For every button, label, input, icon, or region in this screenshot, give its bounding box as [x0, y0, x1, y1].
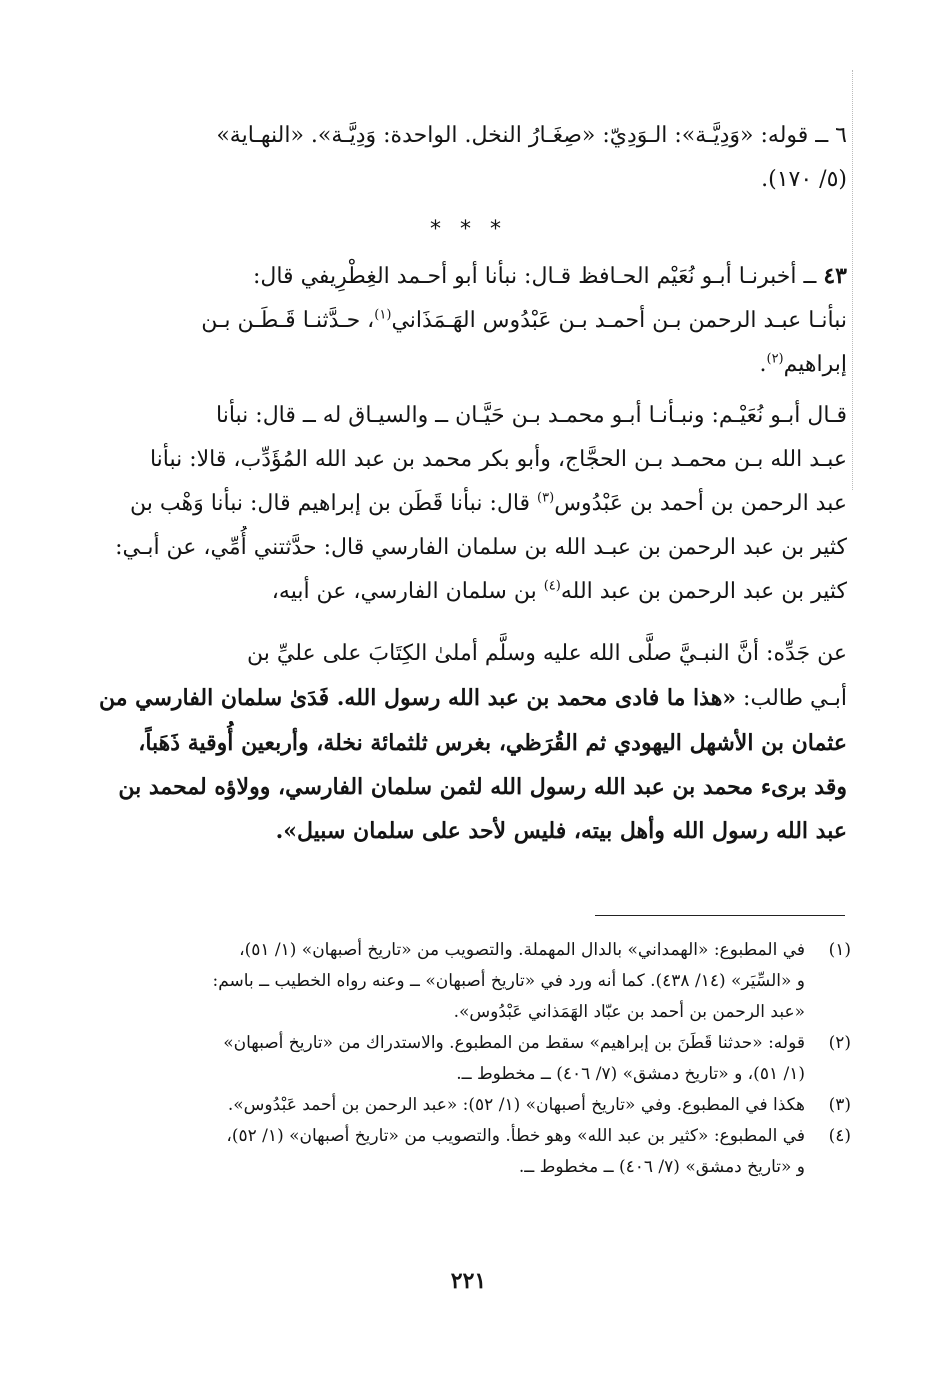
- isnad-2-line-4: كثير بن عبد الرحمن بن عبـد الله بن سلمان الفارسي قال: حدَّثتني أُمِّي، عن أبـي:: [115, 535, 847, 560]
- matn-line-1: عن جَدِّه: أنَّ النبـيَّ صلَّى الله عليه وسلَّم أملىٰ الكِتَابَ على عليِّ بن: [247, 641, 847, 666]
- footnote-3: [98, 1090, 851, 1121]
- isnad-2-line-5: [98, 570, 847, 614]
- isnad-1-line-2-text: نبأنـا عبـد الرحمن بـن أحمـد بـن عَبْدُوس الهَـمَذَاني: [391, 308, 847, 333]
- footnote-2-number: (٢): [828, 1033, 851, 1053]
- matn-line-5: عبد الله رسول الله وأهل بيته، فليس لأحد على سلمان سبيل».: [275, 818, 847, 844]
- hadith-43-isnad-2: [98, 394, 847, 614]
- note-6: [98, 114, 847, 202]
- isnad-2-line-3: [98, 482, 847, 526]
- footnote-ref-2[interactable]: (٢): [766, 351, 784, 367]
- footnote-ref-1[interactable]: (١): [374, 307, 392, 323]
- matn-line-2-plain: أبـي طالب:: [736, 686, 847, 711]
- footnote-3-line-1: هكذا في المطبوع. وفي «تاريخ أصبهان» (١/ ٥٢): «عبد الرحمن بن أحمد عَبْدُوس».: [227, 1095, 805, 1115]
- isnad-2-line-5-end: بن سلمان الفارسي، عن أبيه،: [271, 579, 544, 604]
- footnote-1-number: (١): [828, 940, 851, 960]
- footnote-2-line-2: (١/ ٥١)، و «تاريخ دمشق» (٧/ ٤٠٦) ــ مخطوط ــ.: [456, 1064, 805, 1084]
- footnote-4-number: (٤): [828, 1126, 851, 1146]
- footnote-ref-3[interactable]: (٣): [537, 490, 555, 506]
- isnad-1-line-3-text: إبراهيم: [783, 352, 847, 377]
- footnote-4-line-1: في المطبوع: «كثير بن عبد الله» وهو خطأ. والتصويب من «تاريخ أصبهان» (١/ ٥٢)،: [226, 1126, 805, 1146]
- footnote-2: [98, 1028, 851, 1090]
- footnote-1-line-2: و «السِّيَر» (١٤/ ٤٣٨). كما أنه ورد في «تاريخ أصبهان» ــ وعنه رواه الخطيب ــ باسم:: [212, 971, 805, 991]
- isnad-1-line-1: [98, 254, 847, 299]
- isnad-2-line-3-end: قال: نبأنا قَطَن بن إبراهيم قال: نبأنا وَهْب بن: [130, 491, 538, 516]
- page-number: ٢٢١: [450, 1268, 487, 1294]
- matn-line-2-bold: «هذا ما فادى محمد بن عبد الله رسول الله. فَدَىٰ سلمان الفارسي من: [98, 685, 737, 711]
- note-6-line-1: ٦ ــ قوله: «وَدِيَّـة»: الـوَدِيّ: «صِغَـارُ النخل. الواحدة: وَدِيَّـة». «النهـاية»: [216, 123, 847, 148]
- matn-line-4: وقد برىء محمد بن عبد الله رسول الله لثمن سلمان الفارسي، وولاؤه لمحمد بن: [118, 774, 847, 800]
- margin-dots: [852, 70, 854, 490]
- footnote-1-body: [98, 935, 805, 1028]
- footnotes: [98, 935, 851, 1183]
- footnote-4-line-2: و «تاريخ دمشق» (٧/ ٤٠٦) ــ مخطوط ــ.: [518, 1157, 805, 1177]
- footnote-4-body: [98, 1121, 805, 1183]
- isnad-1-line-2-end: ، حـدَّثنـا قَـطَـن بـن: [201, 308, 375, 333]
- isnad-2-line-5-text: كثير بن عبد الرحمن بن عبد الله: [560, 579, 847, 604]
- isnad-2-line-1: قـال أبـو نُعَيْـم: ونبـأنـا أبـو محمـد بـن حَيَّـان ــ والسيـاق له ــ قال: نبأنا: [216, 403, 847, 428]
- matn-line-2: [98, 676, 847, 721]
- note-6-line-2: (٥/ ١٧٠).: [761, 167, 847, 192]
- footnote-1-line-3: «عبد الرحمن بن أحمد بن عبّاد الهَمَذاني عَبْدُوس».: [453, 1002, 805, 1022]
- isnad-1-line-2: [98, 299, 847, 343]
- hadith-43-matn: [98, 632, 847, 853]
- footnote-3-number: (٣): [828, 1095, 851, 1115]
- footnote-1-line-1: في المطبوع: «الهمداني» بالدال المهملة. والتصويب من «تاريخ أصبهان» (١/ ٥١)،: [239, 940, 805, 960]
- matn-line-3: عثمان بن الأشهل اليهودي ثم القُرَظي، بغرس ثلثمائة نخلة، وأربعين أُوقية ذَهَباً،: [138, 730, 847, 756]
- footnote-2-body: [98, 1028, 805, 1090]
- isnad-1-line-3-end: .: [759, 352, 767, 377]
- isnad-2-line-2: عبـد الله بـن محمـد بـن الحجَّاج، وأبو بكر محمد بن عبد الله المُؤَدِّب، قالا: نبأنا: [149, 447, 847, 472]
- isnad-1-line-1-text: ــ أخبرنـا أبـو نُعَيْم الحـافظ قـال: نبأنا أبو أحـمد الغِطْرِيفي قال:: [252, 264, 824, 289]
- section-separator: * * *: [430, 217, 507, 242]
- footnote-3-body: [98, 1090, 805, 1121]
- hadith-43-isnad-1: [98, 254, 847, 387]
- footnote-2-line-1: قوله: «حدثنا قَطَنَ بن إبراهيم» سقط من المطبوع. والاستدراك من «تاريخ أصبهان»: [223, 1033, 805, 1053]
- isnad-2-line-3-text: عبد الرحمن بن أحمد بن عَبْدُوس: [554, 491, 847, 516]
- footnote-4: [98, 1121, 851, 1183]
- footnote-ref-4[interactable]: (٤): [543, 578, 561, 594]
- footnote-divider: [595, 915, 845, 916]
- footnote-1: [98, 935, 851, 1028]
- hadith-number: ٤٣: [823, 263, 847, 289]
- isnad-1-line-3: [98, 343, 847, 387]
